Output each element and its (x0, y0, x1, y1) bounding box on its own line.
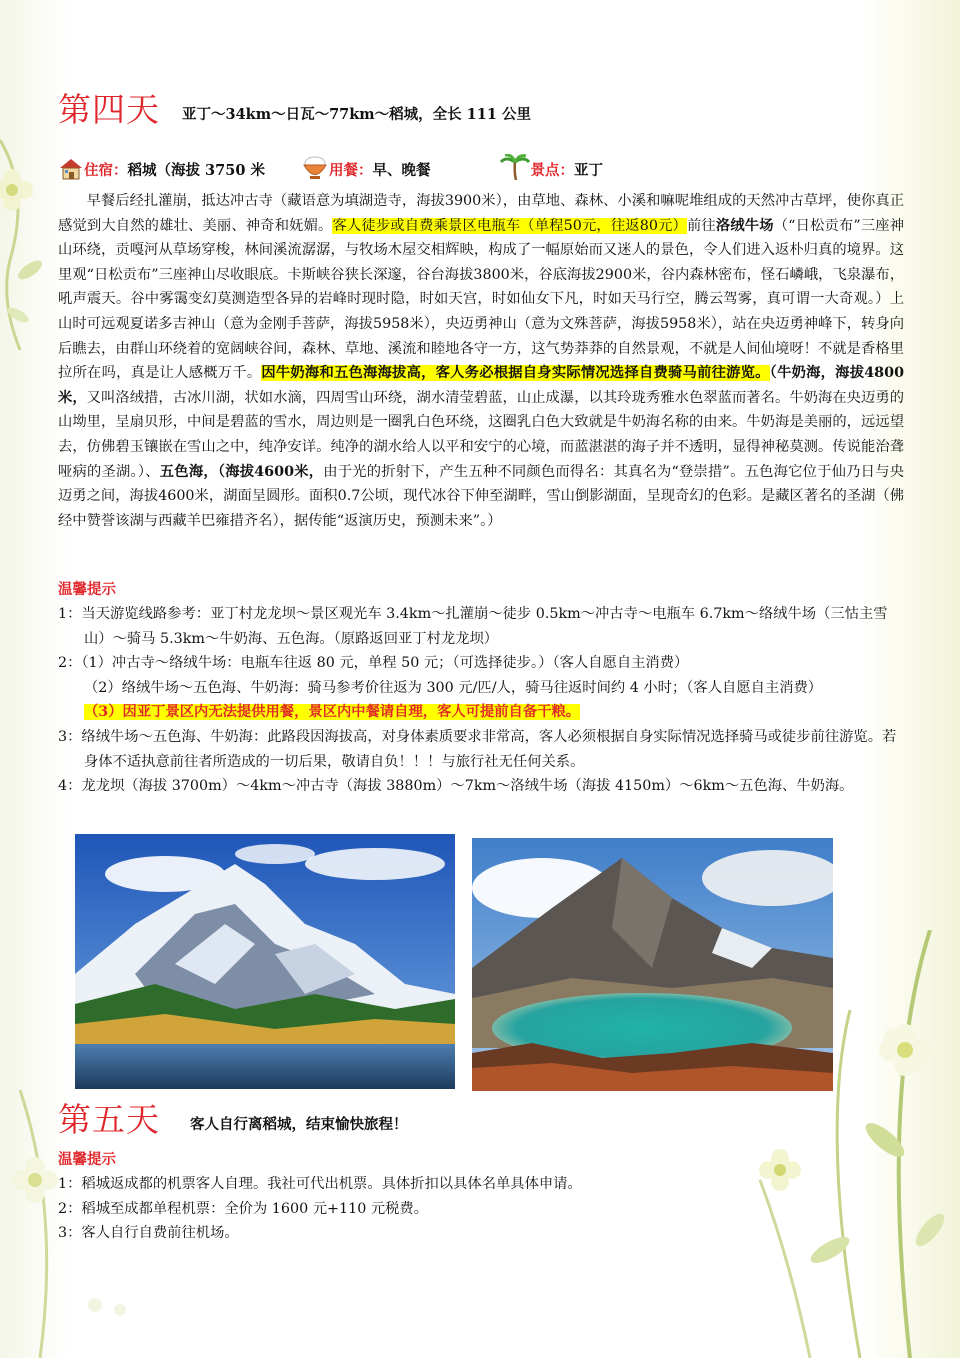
day4-tips (58, 578, 904, 799)
day5-header (58, 1100, 904, 1140)
day4-desc-scenery: （“日松贡布”三座神山环绕，贡嘎河从草场穿梭，林间溪流潺潺，与牧场木屋交相辉映，构成了一幅原始而又迷人的景色，令人们进入返朴归真的境界。这里观“日松贡布”三座神山尽收眼底。卡斯峡谷狭长深邃，谷台海拔3800米，谷底海拔2900米，谷内森林密布，怪石嶙峨，飞泉瀑布，吼声震天。谷中雾霭变幻莫测造型各异的岩峰时现时隐，时如天宫，时如仙女下凡，时如天马行空，腾云驾雾，真可谓一大奇观。）上山时可远观夏诺多吉神山（意为金刚手菩萨，海拔5958米），央迈勇神山（意为文殊菩萨，海拔5958米），站在央迈勇神峰下，转身向后瞧去，由群山环绕着的宽阔峡谷间，森林、草地、溪流和睦地各守一方，这气势莽莽的自然景观，不就是人间仙境呀！不就是香格里拉所在吗，真是让人感概万千。 (58, 217, 905, 382)
house-icon (58, 156, 84, 180)
day4-tip-2b: （2）络绒牛场～五色海、牛奶海：骑马参考价往返为 300 元/匹/人，骑马往返时间约 4 小时；（客人自愿自主消费） (84, 679, 823, 696)
sight-value: 亚丁 (573, 162, 603, 179)
snow-mountain-photo (75, 834, 455, 1089)
day4-tip-4: 4：龙龙坝（海拔 3700m）～4km～冲古寺（海拔 3880m）～7km～洛绒牛场（海拔 4150m）～6km～五色海、牛奶海。 (58, 778, 854, 795)
sight-info (500, 154, 603, 180)
day4-desc-intro: 早餐后经扎灌崩，抵达冲古寺（藏语意为填湖造寺，海拔3900米），由草地、森林、小溪和嘛呢堆组成的天然冲古草坪，使你真正感觉到大自然的雄壮、美丽、神奇和妩媚。 (58, 193, 904, 234)
meal-label: 用餐： (328, 162, 373, 179)
day5-tip-1: 1：稻城返成都的机票客人自理。我社可代出机票。具体折扣以具体名单具体申请。 (58, 1176, 582, 1192)
day4-tip-2c-text: （3）因亚丁景区内无法提供用餐，景区内中餐请自理，客人可提前自备干粮。 (84, 704, 581, 721)
day4-tip-2c (58, 700, 904, 725)
day4-tips-title: 温馨提示 (58, 581, 116, 598)
day4-desc-goto: 前往 (686, 217, 716, 234)
day4-desc-five-color-lake: 由于光的折射下，产生五种不同颜色而得名：其真名为“登崇措”。五色海它位于仙乃日与央迈勇之间，海拔4600米，湖面呈圆形。面积0.7公顷，现代冰谷下伸至湖畔，雪山倒影湖面，呈现奇幻的色彩。是藏区著名的圣湖（佛经中赞誉该湖与西藏羊巴雍措齐名），据传能“返演历史，预测未来”。） (58, 463, 904, 529)
lodging-label: 住宿： (84, 162, 128, 179)
lodging-info (58, 156, 265, 180)
day5-tip-3: 3：客人自行自费前往机场。 (58, 1225, 239, 1242)
milk-lake-photo (472, 838, 833, 1091)
day4-desc-five-color-lake-altitude: 五色海，（海拔4600米， (159, 463, 324, 480)
lodging-value: 稻城（海拔 3750 米 (127, 162, 265, 179)
day5-title: 第五天 (58, 1100, 160, 1139)
day5-section (58, 1100, 904, 1246)
sight-label: 景点： (530, 162, 574, 179)
day4-tip-2: 2：（1）冲古寺～络绒牛场：电瓶车往返 80 元，单程 50 元；（可选择徒步。）（客人自愿自主消费） (58, 655, 689, 672)
meal-info (301, 154, 431, 180)
day5-subtitle: 客人自行离稻城，结束愉快旅程！ (190, 1116, 408, 1133)
palm-tree-icon (500, 154, 530, 180)
day4-desc-highlight-horse: 因牛奶海和五色海海拔高，客人务必根据自身实际情况选择自费骑马前往游览。 (261, 365, 770, 382)
day4-tip-1: 1：当天游览线路参考：亚丁村龙龙坝～景区观光车 3.4km～扎灌崩～徒步 0.5km～冲古寺～电瓶车 6.7km～络绒牛场（三怙主雪山）～骑马 5.3km～牛奶海、五色海。（原路返回亚丁村龙龙坝） (58, 606, 888, 647)
day4-description (58, 189, 904, 533)
day4-info-line (58, 152, 904, 180)
day4-subtitle: 亚丁～34km～日瓦～77km～稻城，全长 111 公里 (182, 106, 531, 123)
meal-value: 早、晚餐 (372, 162, 431, 179)
day4-header (58, 90, 531, 130)
rice-bowl-icon (301, 154, 329, 180)
day4-desc-highlight-shuttle: 客人徒步或自费乘景区电瓶车（单程50元，往返80元） (332, 217, 687, 234)
day4-title: 第四天 (58, 90, 160, 129)
day4-tip-3: 3：络绒牛场～五色海、牛奶海：此路段因海拔高，对身体素质要求非常高，客人必须根据自身实际情况选择骑马或徒步前往游览。若身体不适执意前往者所造成的一切后果，敬请自负！！！与旅行社无任何关系。 (58, 728, 897, 770)
day5-tips-title: 温馨提示 (58, 1151, 116, 1168)
day4-desc-milk-lake-altitude: （牛奶海，海拔4800米， (58, 365, 905, 406)
day4-desc-milk-lake: 又叫洛绒措，古冰川湖，状如水滴，四周雪山环绕，湖水清莹碧蓝，山止成瀑，以其玲珑秀雅水色翠蓝而著名。牛奶海在央迈勇的山坳里，呈扇贝形，中间是碧蓝的雪水，周边则是一圈乳白色环绕，这圈乳白色大致就是牛奶海名称的由来。牛奶海是美丽的，远远望去，仿佛碧玉镶嵌在雪山之中，纯净安详。纯净的湖水给人以平和安宁的心境，而蓝湛湛的海子并不透明，显得神秘莫测。传说能治聋哑病的圣湖。）、 (58, 389, 905, 480)
day4-desc-luorong: 洛绒牛场 (715, 217, 774, 234)
day5-tip-2: 2：稻城至成都单程机票：全价为 1600 元+110 元税费。 (58, 1200, 429, 1217)
